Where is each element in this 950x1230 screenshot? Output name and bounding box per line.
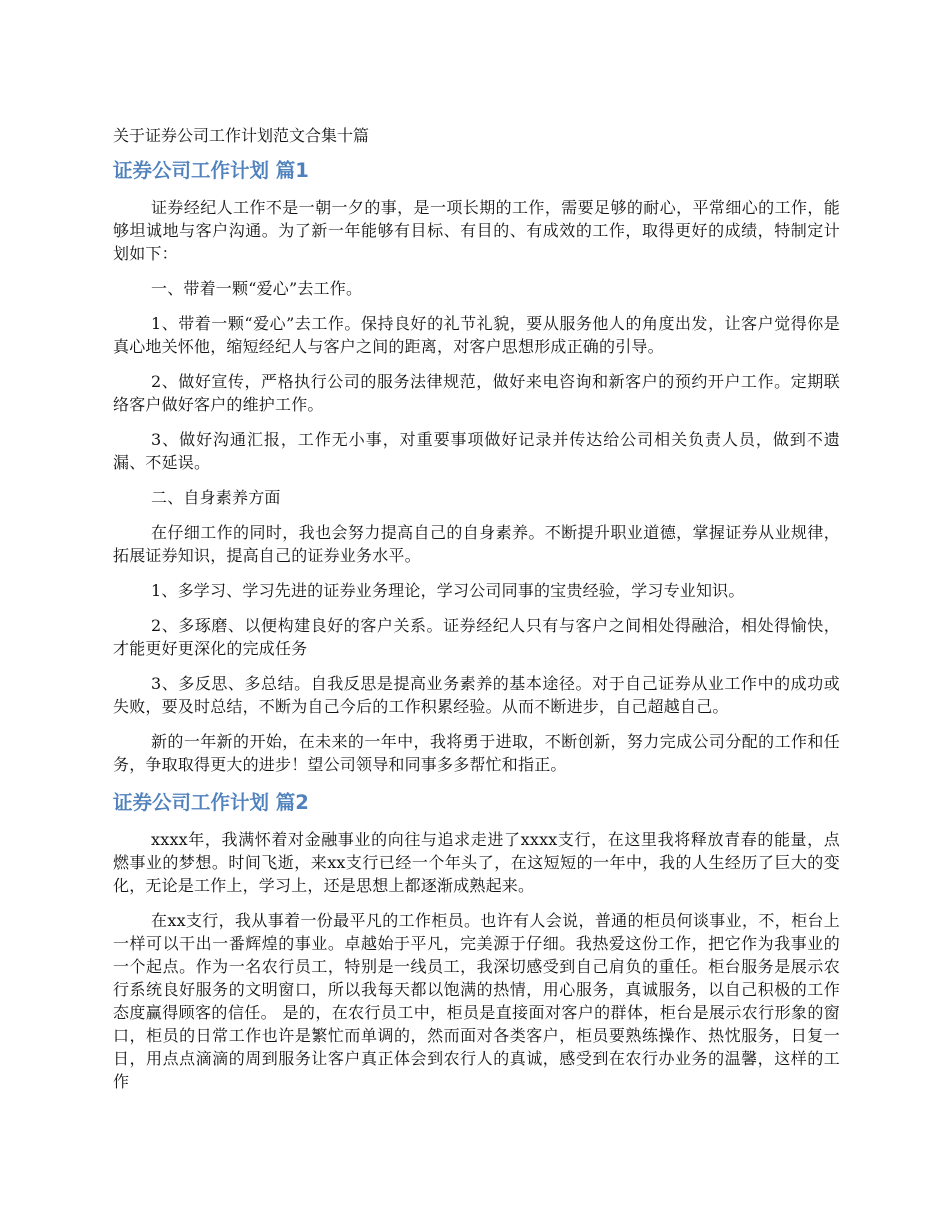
paragraph: 证券经纪人工作不是一朝一夕的事，是一项长期的工作，需要足够的耐心，平常细心的工作，能够坦诚地与客户沟通。为了新一年能够有目标、有目的、有成效的工作，取得更好的成绩，特制定计划如下：	[113, 198, 840, 263]
paragraph: 二、自身素养方面	[151, 488, 281, 507]
paragraph: 2、做好宣传，严格执行公司的服务法律规范，做好来电咨询和新客户的预约开户工作。定期联络客户做好客户的维护工作。	[113, 372, 840, 414]
paragraph: 在xx支行，我从事着一份最平凡的工作柜员。也许有人会说，普通的柜员何谈事业，不，柜台上一样可以干出一番辉煌的事业。卓越始于平凡，完美源于仔细。我热爱这份工作，把它作为我事业的一个起点。作为一名农行员工，特别是一线员工，我深切感受到自己肩负的重任。柜台服务是展示农行系统良好服务的文明窗口，所以我每天都以饱满的热情，用心服务，真诚服务，以自己积极的工作态度赢得顾客的信任。 是的，在农行员工中，柜员是直接面对客户的群体，柜台是展示农行形象的窗口，柜员的日常工作也许是繁忙而单调的，然而面对各类客户，柜员要熟练操作、热忱服务，日复一日，用点点滴滴的周到服务让客户真正体会到农行人的真诚，感受到在农行办业务的温馨，这样的工作	[113, 911, 840, 1091]
document-title: 关于证券公司工作计划范文合集十篇	[113, 126, 370, 145]
paragraph: 2、多琢磨、以便构建良好的客户关系。证券经纪人只有与客户之间相处得融洽，相处得愉快，才能更好更深化的完成任务	[113, 616, 840, 658]
paragraph: 3、做好沟通汇报，工作无小事，对重要事项做好记录并传达给公司相关负责人员，做到不遗漏、不延误。	[113, 430, 840, 472]
paragraph: 一、带着一颗“爱心”去工作。	[151, 279, 363, 298]
document-page	[113, 122, 840, 1105]
paragraph: 3、多反思、多总结。自我反思是提高业务素养的基本途径。对于自己证券从业工作中的成功或失败，要及时总结，不断为自己今后的工作积累经验。从而不断进步，自己超越自己。	[113, 674, 840, 716]
paragraph: 1、多学习、学习先进的证券业务理论，学习公司同事的宝贵经验，学习专业知识。	[151, 581, 745, 600]
paragraph: 新的一年新的开始，在未来的一年中，我将勇于进取，不断创新，努力完成公司分配的工作和任务，争取取得更大的进步！望公司领导和同事多多帮忙和指正。	[113, 732, 840, 774]
section-heading-1: 证券公司工作计划 篇1	[113, 159, 309, 182]
section-heading-2: 证券公司工作计划 篇2	[113, 791, 309, 814]
paragraph: xxxx年，我满怀着对金融事业的向往与追求走进了xxxx支行，在这里我将释放青春的能量，点燃事业的梦想。时间飞逝，来xx支行已经一个年头了，在这短短的一年中，我的人生经历了巨大的变化，无论是工作上，学习上，还是思想上都逐渐成熟起来。	[113, 830, 840, 895]
paragraph: 1、带着一颗“爱心”去工作。保持良好的礼节礼貌，要从服务他人的角度出发，让客户觉得你是真心地关怀他，缩短经纪人与客户之间的距离，对客户思想形成正确的引导。	[113, 314, 840, 356]
paragraph: 在仔细工作的同时，我也会努力提高自己的自身素养。不断提升职业道德，掌握证券从业规律，拓展证券知识，提高自己的证券业务水平。	[113, 523, 840, 565]
